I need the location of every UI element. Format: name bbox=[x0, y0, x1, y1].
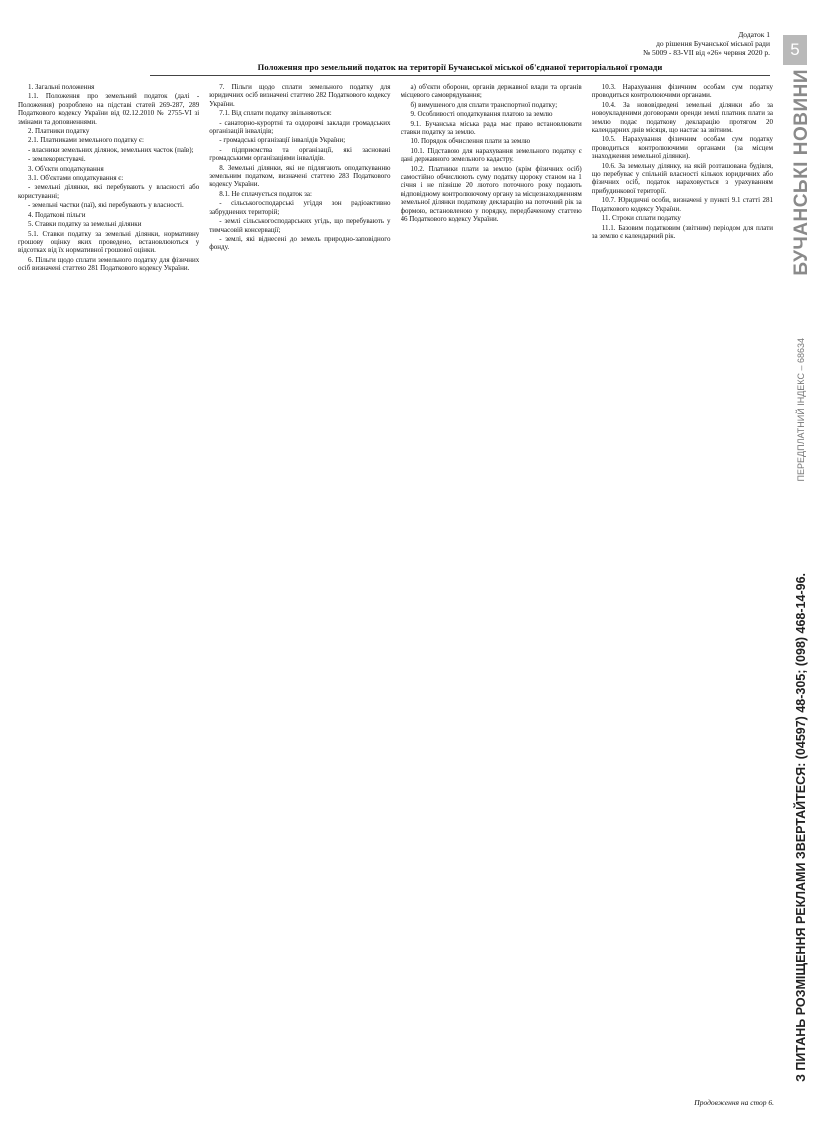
advertising-contact bbox=[788, 530, 814, 1125]
paragraph: 7.1. Від сплати податку звільняються: bbox=[219, 109, 332, 118]
paragraph: 7. Пільги щодо сплати земельного податку для юридичних осіб визначені статтею 282 Податкового кодексу України. bbox=[209, 83, 391, 108]
continued-note: Продовження на стор 6. bbox=[694, 1098, 774, 1107]
paragraph: 11. Строки сплати податку bbox=[601, 214, 681, 223]
paragraph: 10. Порядок обчислення плати за землю bbox=[410, 137, 531, 146]
paragraph: 5.1. Ставки податку за земельні ділянки, нормативну грошову оцінку яких проведено, встановлюються у відсотках від їх нормативної грошової оцінки. bbox=[18, 229, 200, 255]
paragraph: - санаторно-курортні та оздоровчі заклади громадських організацій інвалідів; bbox=[209, 118, 391, 136]
paragraph: 10.2. Платники плати за землю (крім фізичних осіб) самостійно обчислюють суму податку щороку станом на 1 січня і не пізніше 20 лютого поточного року подають відповідному контролюючому органу за місцезнаходженням земельної ділянки податкову декларацію на поточний рік за формою, встановленою у порядку, передбаченому статтею 46 Податкового кодексу України. bbox=[400, 164, 582, 224]
paragraph: 10.4. За нововідведені земельні ділянки або за новоукладеними договорами оренди землі платник плати за землю подає податкову декларацію протягом 20 календарних днів місяця, що настає за звітним. bbox=[591, 100, 773, 135]
paragraph: 9.1. Бучанська міська рада має право встановлювати ставки податку за землю. bbox=[400, 119, 582, 137]
paragraph: 10.5. Нарахування фізичним особам сум податку проводиться контролюючими органами (за місцем знаходження земельної ділянки). bbox=[591, 135, 773, 161]
paragraph: - громадські організації інвалідів України; bbox=[219, 136, 346, 145]
paragraph: - землі, які віднесені до земель природно-заповідного фонду. bbox=[209, 234, 391, 252]
paragraph: б) вимушеного для сплати транспортної податку; bbox=[410, 100, 558, 109]
subscription-index bbox=[790, 300, 812, 520]
appendix-line: № 5009 - 83-VII від «26» червня 2020 р. bbox=[643, 48, 770, 57]
paragraph: 9. Особливості оподаткування платою за землю bbox=[410, 110, 553, 119]
paragraph: - земельні ділянки, які перебувають у власності або користуванні; bbox=[18, 183, 200, 200]
text-columns bbox=[18, 82, 773, 1112]
text-column-3 bbox=[401, 82, 582, 1112]
title-divider bbox=[150, 75, 770, 76]
text-column-4 bbox=[592, 82, 773, 1112]
paragraph: - землі сільськогосподарських угідь, що перебувають у тимчасовій консервації; bbox=[209, 217, 391, 234]
subscription-text: ПЕРЕДПЛАТНИЙ ІНДЕКС – 68634 bbox=[796, 338, 806, 482]
paragraph: 8. Земельні ділянки, які не підлягають оподаткуванню земельним податком, визначені статтею 283 Податкового кодексу України. bbox=[209, 163, 391, 189]
paragraph: 3.1. Об'єктами оподаткування є: bbox=[28, 174, 124, 183]
paragraph: 8.1. Не сплачується податок за: bbox=[219, 189, 312, 198]
newspaper-brand bbox=[789, 70, 815, 275]
brand-text: БУЧАНСЬКІ НОВИНИ bbox=[791, 69, 812, 276]
paragraph: 10.1. Підставою для нарахування земельного податку є дані державного земельного кадастру. bbox=[400, 146, 582, 164]
paragraph: - землекористувачі. bbox=[28, 155, 86, 164]
text-column-1 bbox=[18, 82, 199, 1112]
appendix-line: Додаток 1 bbox=[738, 30, 770, 39]
text-column-2 bbox=[209, 82, 390, 1112]
paragraph: 10.7. Юридичні особи, визначені у пункті 9.1 статті 281 Податкового кодексу України. bbox=[591, 196, 773, 213]
paragraph: - сільськогосподарські угіддя зон радіоактивно забруднених територій; bbox=[209, 199, 391, 216]
paragraph: 2. Платники податку bbox=[28, 127, 90, 136]
paragraph: 11.1. Базовим податковим (звітним) періодом для плати за землю є календарний рік. bbox=[591, 223, 773, 240]
paragraph: - земельні частки (паї), які перебувають у власності. bbox=[28, 201, 184, 210]
advertising-text: З ПИТАНЬ РОЗМІЩЕННЯ РЕКЛАМИ ЗВЕРТАЙТЕСЯ: (04597) 48-305; (098) 468-14-96. bbox=[794, 573, 808, 1082]
paragraph: а) об'єкти оборони, органів державної влади та органів місцевого самоврядування; bbox=[400, 83, 582, 100]
paragraph: 10.6. За земельну ділянку, на якій розташована будівля, що перебуває у спільній власності кількох юридичних або фізичних осіб, податок нараховується з урахуванням прибудинкової території. bbox=[591, 161, 773, 195]
page-number: 5 bbox=[783, 35, 807, 65]
paragraph: 1.1. Положення про земельний податок (далі - Положення) розроблено на підставі статей 269-287, 289 Податкового кодексу України від 02.12.2010 № 2755-VI зі змінами та доповненнями. bbox=[18, 92, 200, 126]
document-title: Положення про земельний податок на території Бучанської міської об'єднаної територіальної громади bbox=[257, 62, 663, 72]
appendix-note bbox=[560, 30, 770, 57]
paragraph: 1. Загальні положення bbox=[28, 83, 95, 91]
paragraph: 5. Ставки податку за земельні ділянки bbox=[28, 220, 142, 229]
paragraph: 3. Об'єкти оподаткування bbox=[28, 164, 104, 173]
paragraph: - власники земельних ділянок, земельних часток (паїв); bbox=[28, 145, 194, 154]
paragraph: - підприємства та організації, які засновані громадськими організаціями інвалідів. bbox=[209, 145, 391, 163]
paragraph: 10.3. Нарахування фізичним особам сум податку проводиться контролюючими органами. bbox=[591, 83, 773, 100]
appendix-line: до рішення Бучанської міської ради bbox=[656, 39, 770, 48]
paragraph: 4. Податкові пільги bbox=[28, 210, 86, 219]
paragraph: 2.1. Платниками земельного податку є: bbox=[28, 136, 144, 145]
paragraph: 6. Пільги щодо сплати земельного податку для фізичних осіб визначені статтею 281 Податкового кодексу України. bbox=[18, 255, 200, 273]
